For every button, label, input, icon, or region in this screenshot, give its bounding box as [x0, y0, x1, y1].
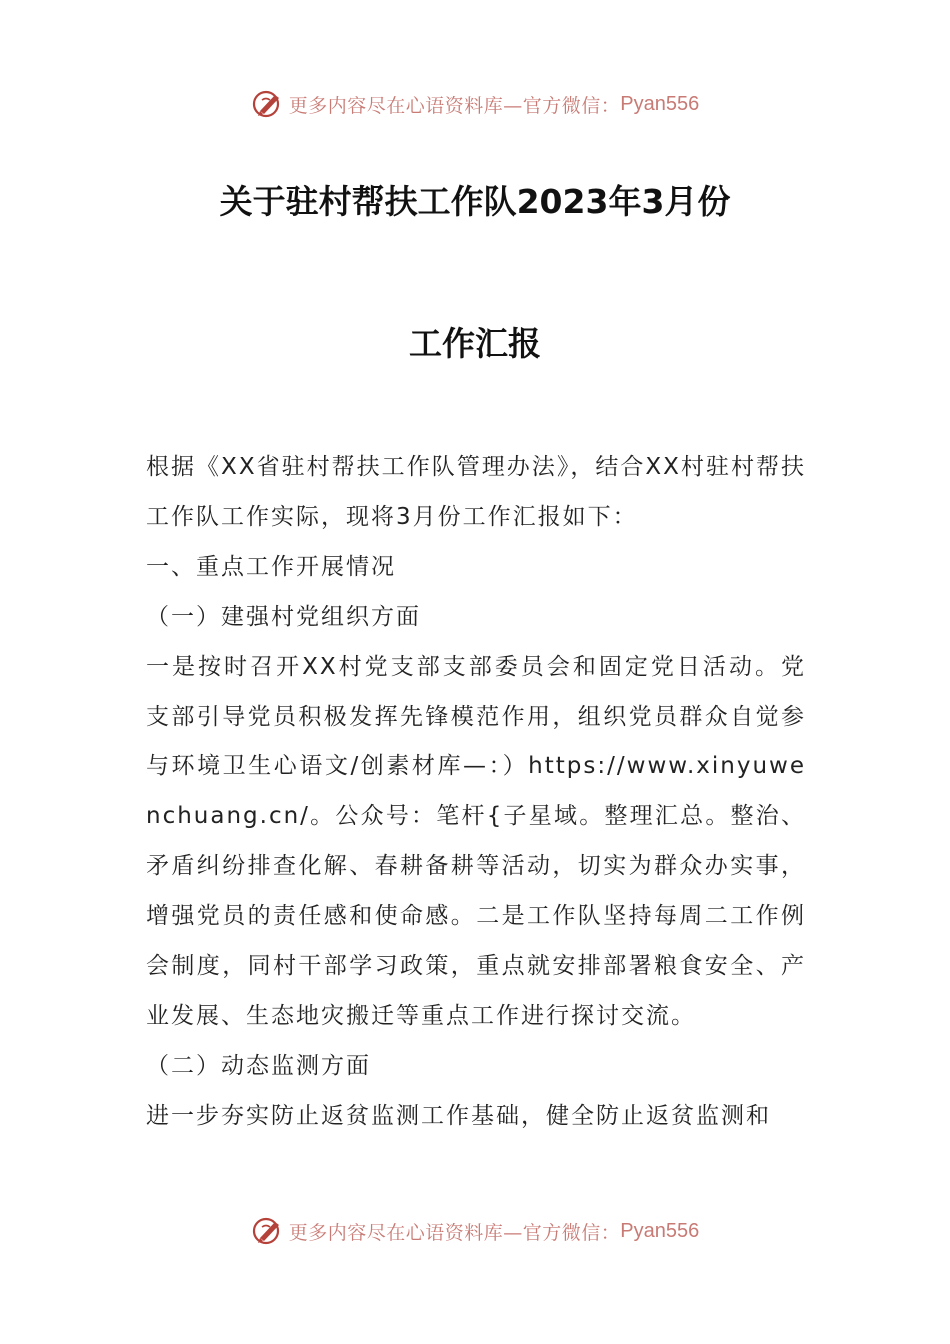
banner-wechat-id: Pyan556: [620, 1219, 700, 1242]
document-title-line1: 关于驻村帮扶工作队2023年3月份: [219, 182, 731, 221]
body-paragraph: 一是按时召开XX村党支部支部委员会和固定党日活动。党支部引导党员积极发挥先锋模范作用，组织党员群众自觉参与环境卫生心语文/创素材库—：）https://www.xinyuwenchuang.cn/。公众号：笔杆{子星域。整理汇总。整治、矛盾纠纷排查化解、春耕备耕等活动，切实为群众办实事，增强党员的责任感和使命感。二是工作队坚持每周二工作例会制度，同村干部学习政策，重点就安排部署粮食安全、产业发展、生态地灾搬迁等重点工作进行探讨交流。: [146, 653, 806, 1029]
footer-banner: [0, 1211, 950, 1251]
document-body: [146, 443, 806, 1142]
banner-text: 更多内容尽在心语资料库—官方微信：: [288, 94, 621, 117]
banner-text: 更多内容尽在心语资料库—官方微信：: [288, 1221, 621, 1244]
pen-seal-logo-icon: [251, 87, 285, 121]
section-heading: 一、重点工作开展情况: [146, 553, 396, 580]
intro-paragraph: 根据《XX省驻村帮扶工作队管理办法》，结合XX村驻村帮扶工作队工作实际，现将3月份工作汇报如下：: [146, 454, 806, 530]
body-paragraph: 进一步夯实防止返贫监测工作基础，健全防止返贫监测和: [146, 1102, 771, 1129]
subsection-heading: （一）建强村党组织方面: [146, 603, 421, 630]
pen-seal-logo-icon: [251, 1214, 285, 1248]
header-banner: [0, 84, 950, 124]
document-title-line2: 工作汇报: [409, 324, 541, 363]
subsection-heading: （二）动态监测方面: [146, 1052, 371, 1079]
banner-wechat-id: Pyan556: [620, 92, 700, 115]
